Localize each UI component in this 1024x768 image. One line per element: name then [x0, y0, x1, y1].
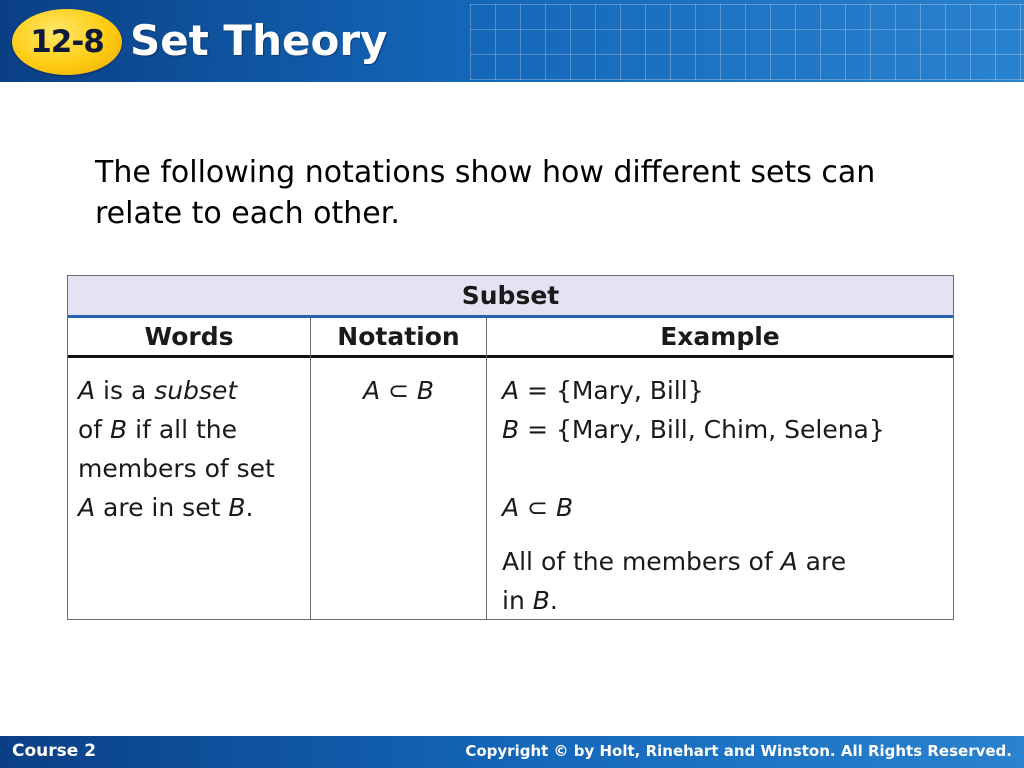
subset-symbol: ⊂ [380, 376, 417, 405]
words-line [78, 371, 306, 410]
words-text: is a [95, 376, 155, 405]
var-b: B [110, 415, 128, 444]
var-a: A [502, 493, 520, 522]
example-text: in [502, 586, 533, 615]
subset-table [67, 275, 954, 620]
subset-symbol: ⊂ [519, 493, 556, 522]
course-label: Course 2 [12, 741, 97, 761]
copyright-notice: Copyright © by Holt, Rinehart and Winston. All Rights Reserved. [465, 742, 1012, 760]
example-line [502, 371, 947, 410]
words-line [78, 488, 306, 527]
example-cell [502, 371, 947, 620]
header-bar [0, 0, 1024, 82]
column-header-words: Words [144, 322, 234, 351]
example-line [502, 410, 947, 449]
example-text: are [797, 547, 847, 576]
notation-line [311, 371, 486, 410]
var-a: A [78, 493, 96, 522]
set-a-definition: = {Mary, Bill} [519, 376, 704, 405]
var-a: A [362, 376, 381, 405]
example-line [502, 488, 947, 527]
words-text: are in set [95, 493, 229, 522]
var-a: A [78, 376, 96, 405]
slide-title: Set Theory [130, 16, 388, 65]
header-grid-decoration [470, 4, 1024, 80]
var-b: B [502, 415, 520, 444]
table-title: Subset [68, 276, 953, 318]
words-line: members of set [78, 454, 275, 483]
lesson-badge [12, 9, 122, 75]
words-text: . [245, 493, 254, 522]
lesson-number: 12-8 [30, 24, 104, 60]
column-divider [310, 318, 311, 619]
example-line [502, 542, 947, 581]
example-line [502, 581, 947, 620]
example-spacer [502, 449, 947, 488]
column-header-notation: Notation [337, 322, 460, 351]
intro-text: The following notations show how different sets can relate to each other. [95, 155, 876, 231]
footer-bar [0, 736, 1024, 768]
var-b: B [532, 586, 550, 615]
var-a: A [780, 547, 798, 576]
words-cell [78, 371, 306, 527]
var-a: A [502, 376, 520, 405]
var-b: B [555, 493, 574, 522]
words-text: if all the [127, 415, 238, 444]
words-text: of [78, 415, 111, 444]
column-divider [486, 318, 487, 619]
table-header-row [68, 318, 953, 358]
var-b: B [228, 493, 246, 522]
example-text: All of the members of [502, 547, 781, 576]
term-subset: subset [154, 376, 238, 405]
example-text: . [549, 586, 558, 615]
column-header-example: Example [660, 322, 780, 351]
notation-cell [311, 371, 486, 410]
var-b: B [416, 376, 435, 405]
set-b-definition: = {Mary, Bill, Chim, Selena} [519, 415, 885, 444]
words-line [78, 410, 306, 449]
